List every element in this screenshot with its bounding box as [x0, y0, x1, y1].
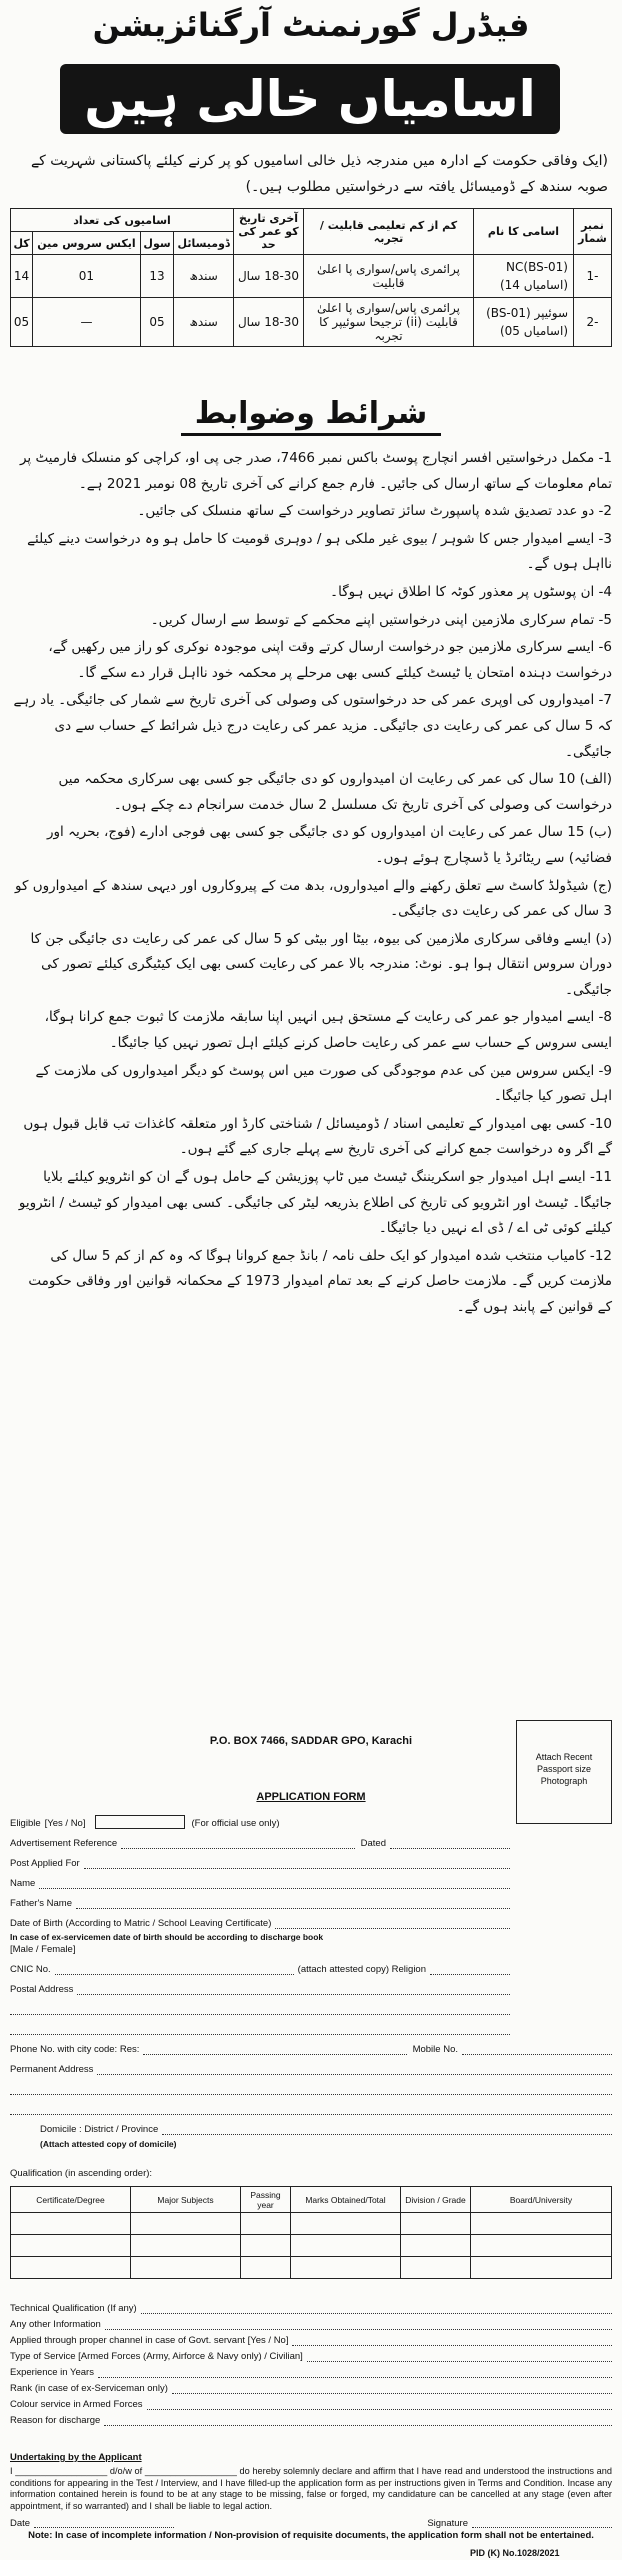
fathers-name-field[interactable]	[76, 1899, 510, 1909]
rank-field[interactable]	[172, 2384, 612, 2394]
qual-header: Board/University	[471, 2187, 612, 2213]
term-item: 6- ایسے سرکاری ملازمین جو درخواست ارسال کرتے وقت اپنی موجودہ نوکری کو راز میں رکھیں گے، درخواست دہندہ امتحان یا ٹیسٹ کیلئے کسی بھی مرحلے پر محکمہ خود نااہل قرار دے سکے گا۔	[48, 639, 612, 681]
row-post-name: NC(BS-01) (اسامیاں 14)	[474, 255, 574, 298]
row-total: 14	[11, 255, 33, 298]
advertisement-reference-row: Advertisement Reference Dated	[10, 1835, 510, 1849]
header-age-limit: آخری تاریخ کو عمر کی حد	[234, 209, 304, 255]
domicile-field[interactable]	[162, 2125, 612, 2135]
experience-row: Experience in Years	[10, 2364, 612, 2378]
incomplete-note: Note: In case of incomplete information / Non-provision of requisite documents, the application form shall not be entertained.	[28, 2530, 594, 2541]
date-field[interactable]	[34, 2518, 174, 2528]
term-item: 9- ایکس سروس مین کی عدم موجودگی کی صورت میں اس پوسٹ کو دیگر امیدواروں کی ملازمت کے اہل تصور کیا جائیگا۔	[35, 1062, 612, 1105]
domicile-row: Domicile : District / Province	[10, 2121, 612, 2135]
domicile-note: (Attach attested copy of domicile)	[40, 2139, 177, 2149]
rank-row: Rank (in case of ex-Serviceman only)	[10, 2380, 612, 2394]
qual-header: Passing year	[241, 2187, 291, 2213]
postal-address-field-2[interactable]	[10, 2005, 510, 2015]
row-open: 13	[140, 255, 174, 298]
date-label: Date	[10, 2518, 31, 2529]
experience-field[interactable]	[98, 2368, 612, 2378]
postal-address-row: Postal Address	[10, 1981, 510, 1995]
header-ex-service: ایکس سروس مین	[33, 232, 141, 255]
table-row	[11, 2257, 612, 2279]
row-total: 05	[11, 298, 33, 347]
permanent-address-field-3[interactable]	[10, 2105, 612, 2115]
term-item: 1- مکمل درخواستیں افسر انچارج پوسٹ باکس نمبر 7466، صدر جی پی او، کراچی کو منسلک فارمیٹ پر تمام معلومات کے ساتھ ارسال کی جائیں۔ فارم جمع کرانے کی آخری تاریخ 08 نومبر 2021 ہے۔	[19, 450, 612, 492]
table-row	[11, 2213, 612, 2235]
row-ex-service: 01	[33, 255, 141, 298]
header-post-name: اسامی کا نام	[474, 209, 574, 255]
term-item: 2- دو عدد تصدیق شدہ پاسپورٹ سائز تصاویر درخواست کے ساتھ منسلک کی جائیں۔	[137, 503, 612, 520]
header-vacancies: اسامیوں کی تعداد	[11, 209, 234, 232]
other-information-row: Any other Information	[10, 2316, 612, 2330]
postal-address-field-3[interactable]	[10, 2025, 510, 2035]
term-item: 10- کسی بھی امیدوار کے تعلیمی اسناد / ڈومیسائل / شناختی کارڈ اور متعلقہ کاغذات تب قابل قبول ہوں گے اگر وہ درخواست جمع کرانے کی آخری تاریخ سے پہلے جاری کیے گئے ہوں۔	[23, 1115, 612, 1158]
term-item: 5- تمام سرکاری ملازمین اپنی درخواستیں اپنے محکمے کے توسط سے ارسال کریں۔	[150, 611, 612, 628]
table-row	[11, 298, 612, 347]
row-domicile: سندھ	[174, 298, 234, 347]
dob-row: Date of Birth (According to Matric / School Leaving Certificate)	[10, 1915, 510, 1929]
row-qualification: پرائمری پاس/سواری پا اعلیٰ قابلیت	[304, 255, 474, 298]
undertaking-text: I __________________ d/o/w of __________________ do hereby solemnly declare and affirm that I have read and understood the instructions and conditions for appearing in the Test / Interview, and I have filled-up the application form as per instructions given in Terms and Condition. Incase any information contained herein is found to be at any stage to be missing, false or forged, my candidature can be cancelled at any stage (even after appointment, if so warranted) and I shall be liable to legal action.	[10, 2466, 612, 2511]
qual-header: Division / Grade	[401, 2187, 471, 2213]
eligible-row: Eligible [Yes / No] (For official use only)	[10, 1815, 510, 1829]
term-item: (الف) 10 سال کی عمر کی رعایت ان امیدواروں کو دی جائیگی جو کسی بھی سرکاری محکمہ میں درخواست کی وصولی کی آخری تاریخ تک مسلسل 2 سال خدمت سرانجام دے چکے ہوں۔	[58, 771, 612, 813]
row-age-limit: 18-30 سال	[234, 255, 304, 298]
term-item: (ج) شیڈولڈ کاسٹ سے تعلق رکھنے والے امیدواروں، بدھ مت کے پیروکاروں اور دیہی سندھ کے امیدواروں کو 3 سال کی عمر کی رعایت دی جائیگی۔	[15, 877, 612, 920]
mobile-field[interactable]	[462, 2045, 612, 2055]
po-box-address: P.O. BOX 7466, SADDAR GPO, Karachi	[209, 1735, 413, 1747]
other-information-field[interactable]	[105, 2320, 612, 2330]
reason-discharge-field[interactable]	[104, 2416, 612, 2426]
header-serial: نمبر شمار	[574, 209, 612, 255]
application-form-title: APPLICATION FORM	[256, 1791, 366, 1803]
signature-field[interactable]	[472, 2518, 612, 2528]
terms-title: شرائط وضوابط	[0, 396, 622, 431]
term-item: 11- ایسے اہل امیدوار جو اسکریننگ ٹیسٹ میں ٹاپ پوزیشن کے حامل ہوں گے ان کو انٹرویو کیلئے بلایا جائیگا۔ ٹیسٹ اور انٹرویو کی تاریخ کی اطلاع بذریعہ لیٹر کی جائیگی۔ کسی بھی امیدوار کو ٹیسٹ / انٹرویو کیلئے کوئی ٹی اے / ڈی اے نہیں دیا جائیگا۔	[18, 1169, 612, 1237]
phone-row: Phone No. with city code: Res: Mobile No.	[10, 2041, 612, 2055]
post-applied-field[interactable]	[84, 1859, 510, 1869]
qual-header: Major Subjects	[131, 2187, 241, 2213]
row-ex-service: —	[33, 298, 141, 347]
colour-service-row: Colour service in Armed Forces	[10, 2396, 612, 2410]
posts-table	[10, 208, 612, 347]
term-item: (د) ایسے وفاقی سرکاری ملازمین کی بیوہ، بیٹا اور بیٹی کو 5 سال کی عمر کی رعایت دی جائیگی جن کا دوران سروس انتقال ہوا ہو۔ نوٹ: مندرجہ بالا عمر کی رعایت کسی بھی ایک کیٹیگری کیلئے تصور کی جائیگی۔	[30, 930, 612, 998]
pid-number: PID (K) No.1028/2021	[470, 2548, 560, 2558]
undertaking-title: Undertaking by the Applicant	[10, 2452, 142, 2463]
permanent-address-field-2[interactable]	[10, 2085, 612, 2095]
organization-title: فیڈرل گورنمنٹ آرگنائزیشن	[92, 6, 530, 44]
header-open: سول	[140, 232, 174, 255]
row-post-name: سوئیپر (BS-01) (اسامیاں 05)	[474, 298, 574, 347]
advertisement-reference-field[interactable]	[121, 1839, 354, 1849]
eligible-box[interactable]	[95, 1815, 185, 1829]
row-serial: -1	[574, 255, 612, 298]
header-qualification: کم از کم تعلیمی قابلیت / تجربہ	[304, 209, 474, 255]
row-qualification: پرائمری پاس/سواری پا اعلیٰ قابلیت (ii) ترجیحا سوئیپر کا تجربہ	[304, 298, 474, 347]
technical-qualification-field[interactable]	[141, 2304, 612, 2314]
row-age-limit: 18-30 سال	[234, 298, 304, 347]
term-item: 3- ایسے امیدوار جس کا شوہر / بیوی غیر ملکی ہو / دوہری قومیت کا حامل ہو وہ درخواست دینے کیلئے نااہل ہوں گے۔	[27, 530, 612, 573]
cnic-field[interactable]	[55, 1965, 294, 1975]
ex-servicemen-dob-note: In case of ex-servicemen date of birth should be according to discharge book	[10, 1932, 324, 1942]
photo-box: Attach Recent Passport size Photograph	[516, 1720, 612, 1824]
table-row	[11, 255, 612, 298]
term-item: 4- ان پوسٹوں پر معذور کوٹہ کا اطلاق نہیں ہوگا۔	[330, 583, 612, 600]
term-item: (ب) 15 سال عمر کی رعایت ان امیدواروں کو دی جائیگی جو کسی بھی فوجی ادارے (فوج، بحریہ اور فضائیہ) سے ریٹائرڈ یا ڈسچارج ہوئے ہوں۔	[47, 824, 612, 866]
permanent-address-row: Permanent Address	[10, 2061, 612, 2075]
header-domicile: ڈومیسائل	[174, 232, 234, 255]
intro-text: (ایک وفاقی حکومت کے ادارہ میں مندرجہ ذیل خالی اسامیوں کو پر کرنے کیلئے پاکستانی شہریت کے صوبہ سندھ کے ڈومیسائل یافتہ سے درخواستیں مطلوب ہیں۔)	[30, 153, 608, 195]
technical-qualification-row: Technical Qualification (If any)	[10, 2300, 612, 2314]
signature-label: Signature	[427, 2518, 468, 2529]
govt-servant-row: Applied through proper channel in case of Govt. servant [Yes / No]	[10, 2332, 612, 2346]
type-of-service-field[interactable]	[307, 2352, 612, 2362]
header-total: کل	[11, 232, 33, 255]
qual-header: Marks Obtained/Total	[291, 2187, 401, 2213]
terms-list	[10, 446, 612, 1323]
vacancies-banner: اسامیاں خالی ہیں	[60, 64, 560, 134]
signature-row	[10, 2518, 612, 2529]
cnic-row: CNIC No. (attach attested copy) Religion	[10, 1961, 510, 1975]
gender-row: [Male / Female]	[10, 1944, 76, 1955]
row-open: 05	[140, 298, 174, 347]
phone-field[interactable]	[143, 2045, 406, 2055]
type-of-service-row: Type of Service [Armed Forces (Army, Airforce & Navy only) / Civilian]	[10, 2348, 612, 2362]
table-row	[11, 2235, 612, 2257]
permanent-address-field[interactable]	[97, 2065, 612, 2075]
row-serial: -2	[574, 298, 612, 347]
name-row: Name	[10, 1875, 510, 1889]
religion-field[interactable]	[430, 1965, 510, 1975]
postal-address-field[interactable]	[77, 1985, 510, 1995]
row-domicile: سندھ	[174, 255, 234, 298]
reason-discharge-row: Reason for discharge	[10, 2412, 612, 2426]
dated-field[interactable]	[390, 1839, 510, 1849]
govt-servant-field[interactable]	[292, 2336, 612, 2346]
term-item: 12- کامیاب منتخب شدہ امیدوار کو ایک حلف نامہ / بانڈ جمع کروانا ہوگا کہ وہ کم از کم 5 سال کی ملازمت کریں گے۔ ملازمت حاصل کرنے کے بعد تمام امیدوار 1973 کے محکمانہ قوانین اور وفاقی حکومت کے قوانین کے پابند ہوں گے۔	[28, 1247, 612, 1315]
name-field[interactable]	[39, 1879, 510, 1889]
post-applied-row: Post Applied For	[10, 1855, 510, 1869]
qualification-heading: Qualification (in ascending order):	[10, 2168, 153, 2179]
qualification-table	[10, 2186, 612, 2279]
term-item: 8- ایسے امیدوار جو عمر کی رعایت کے مستحق ہیں انہیں اپنا سابقہ ملازمت کا ثبوت جمع کرانا ہوگا، ایسی سروس کے حساب سے عمر کی رعایت حاصل کرنے کیلئے اہل تصور نہیں کیا جائیگا۔	[44, 1009, 612, 1052]
term-item: 7- امیدواروں کی اوپری عمر کی حد درخواستوں کی وصولی کی آخری تاریخ سے شمار کی جائیگی۔ یاد رہے کہ 5 سال کی عمر کی رعایت دی جائیگی۔ مزید عمر کی رعایت درج ذیل شرائط کے حساب سے دی جائیگی۔	[13, 692, 612, 760]
colour-service-field[interactable]	[147, 2400, 612, 2410]
qual-header: Certificate/Degree	[11, 2187, 131, 2213]
fathers-name-row: Father's Name	[10, 1895, 510, 1909]
